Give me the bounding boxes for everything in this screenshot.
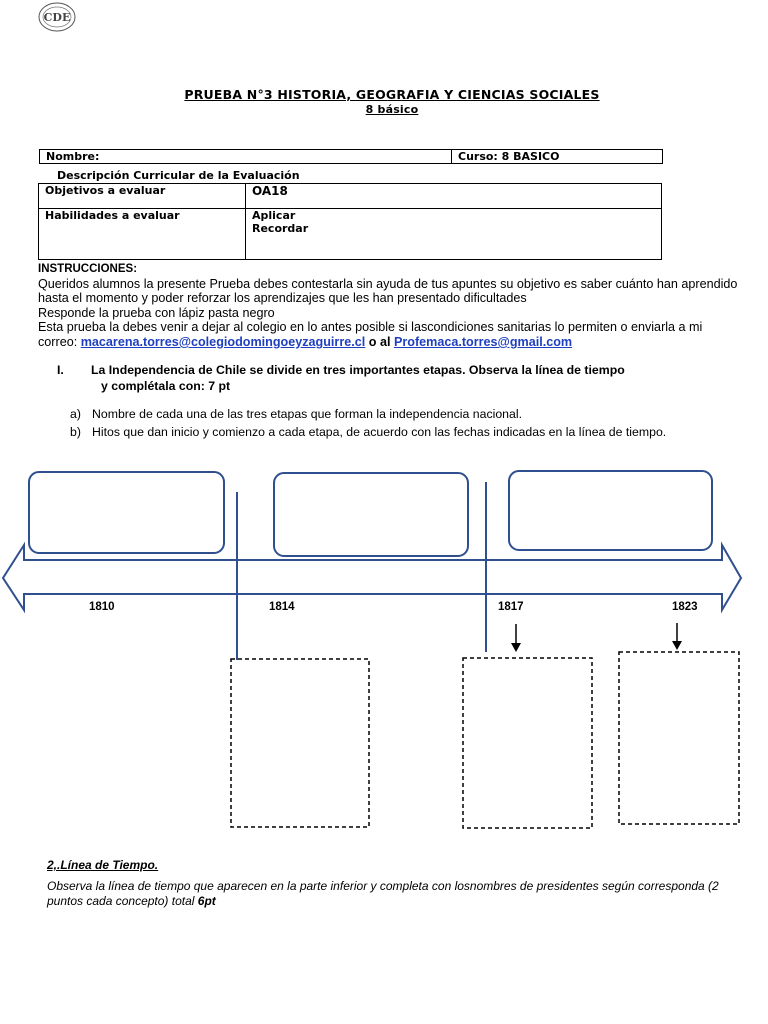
question-1-number: I.: [57, 363, 64, 377]
instructions: [38, 262, 738, 350]
objectives-value: OA18: [246, 184, 662, 209]
curriculum-title: Descripción Curricular de la Evaluación: [57, 169, 300, 182]
curriculum-table: [38, 183, 662, 260]
question-1-text: [91, 362, 731, 394]
page-subtitle: 8 básico: [365, 103, 419, 116]
question-1-line-1: La Independencia de Chile se divide en tres importantes etapas. Observa la línea de tiempo: [91, 363, 625, 377]
instructions-line-3-text: Esta prueba la debes venir a dejar al colegio en lo antes posible si lascondiciones sanitarias lo permiten o enviarla a mi correo:: [38, 320, 703, 349]
item-a-letter: a): [70, 407, 81, 421]
milestone-box-1817[interactable]: [463, 658, 592, 828]
stage-box-2[interactable]: [274, 473, 468, 556]
name-field[interactable]: Nombre:: [40, 150, 452, 164]
down-arrow-1817-icon: [511, 624, 521, 652]
instructions-heading: INSTRUCCIONES:: [38, 263, 138, 275]
year-1823: 1823: [672, 601, 698, 613]
stage-box-3[interactable]: [509, 471, 712, 550]
section-2-instructions: Observa la línea de tiempo que aparecen en la parte inferior y completa con losnombres de presidentes según corresponda (2 puntos cada concepto) total: [47, 879, 719, 908]
email-link-gmail[interactable]: Profemaca.torres@gmail.com: [393, 334, 573, 349]
instructions-line-3: [38, 320, 738, 349]
year-1817: 1817: [498, 601, 524, 613]
item-b-text: Hitos que dan inicio y comienzo a cada etapa, de acuerdo con las fechas indicadas en la línea de tiempo.: [92, 425, 667, 439]
skills-value: [246, 209, 662, 260]
objectives-label: Objetivos a evaluar: [39, 184, 246, 209]
milestone-box-1814[interactable]: [231, 659, 369, 827]
school-logo: [38, 2, 76, 32]
question-1-line-2: y complétala con: 7 pt: [101, 379, 231, 393]
page-title: PRUEBA N°3 HISTORIA, GEOGRAFIA Y CIENCIAS SOCIALES: [184, 87, 600, 102]
student-info-box: [39, 149, 663, 164]
instructions-line-1: Queridos alumnos la presente Prueba debes contestarla sin ayuda de tus apuntes su objetivo es saber cuánto han aprendido hasta el momento y poder reforzar los aprendizajes que les han presentado dificultades: [38, 276, 738, 306]
skill-2: Recordar: [252, 222, 309, 235]
section-2-text: [47, 879, 747, 909]
timeline-diagram: [0, 460, 768, 840]
skills-label: Habilidades a evaluar: [39, 209, 246, 260]
instructions-line-2: Responde la prueba con lápiz pasta negro: [38, 305, 275, 320]
section-2-points: 6pt: [197, 894, 216, 908]
skill-1: Aplicar: [252, 209, 296, 222]
logo-letters: CDE: [43, 11, 71, 24]
milestone-box-1823[interactable]: [619, 652, 739, 824]
course-field[interactable]: Curso: 8 BASICO: [452, 150, 663, 164]
stage-box-1[interactable]: [29, 472, 224, 553]
year-1810: 1810: [89, 601, 115, 613]
item-b-letter: b): [70, 425, 81, 439]
section-2-heading: 2,.Línea de Tiempo.: [47, 858, 159, 872]
email-connector: o al: [365, 334, 394, 349]
down-arrow-1823-icon: [672, 623, 682, 650]
item-a-text: Nombre de cada una de las tres etapas que forman la independencia nacional.: [92, 407, 522, 421]
year-1814: 1814: [269, 601, 295, 613]
email-link-school[interactable]: macarena.torres@colegiodomingoeyzaguirre.cl: [80, 334, 366, 349]
